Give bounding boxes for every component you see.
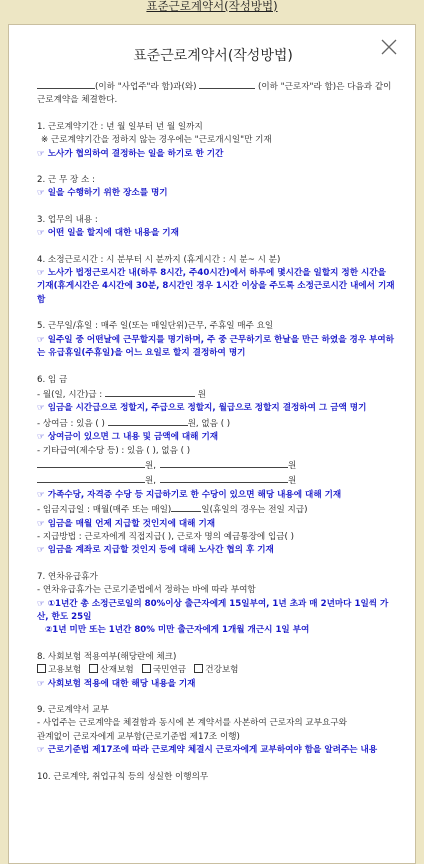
bonus-line: - 상여금 : 있음 ( ) 원, 없음 ( ) — [37, 416, 397, 431]
section-9-hint: ☞ 근로기준법 제17조에 따라 근로계약 체결시 근로자에게 교부하여야 함을 알려주는 내용 — [37, 745, 378, 756]
section-4-hint: ☞ 노사가 법정근로시간 내(하루 8시간, 주40시간)에서 하루에 몇시간을 일할지 정한 시간을 기재(휴게시간은 4시간에 30분, 8시간인 경우 1시간 이상을 주도록 소정근로시간 내에서 기재함 — [37, 268, 395, 305]
payday-hint: ☞ 임금을 매월 언제 지급할 것인지에 대해 기재 — [37, 518, 216, 529]
health-insurance-checkbox[interactable] — [194, 664, 203, 673]
payment-method-line: - 지급방법 : 근로자에게 직접지급( ), 근로자 명의 예금통장에 입금( ) — [37, 531, 294, 542]
section-8-hint: ☞ 사회보험 적용에 대한 해당 내용을 기재 — [37, 678, 196, 689]
section-7-desc: - 연차유급휴가는 근로기준법에서 정하는 바에 따라 부여함 — [37, 585, 256, 596]
employer-blank — [37, 79, 95, 89]
section-9-desc-1: - 사업주는 근로계약을 체결함과 동시에 본 계약서를 사본하여 근로자의 교부요구와 — [37, 718, 347, 729]
section-2-title: 2. 근 무 장 소 : — [37, 175, 95, 186]
national-pension-checkbox[interactable] — [142, 664, 151, 673]
section-7-hint-1: ☞ ①1년간 총 소정근로일의 80%이상 출근자에게 15일부여, 1년 초과 매 2년마다 1일씩 가산, 한도 25일 — [37, 598, 389, 622]
wage-line: - 월(일, 시간)급 : 원 — [37, 387, 397, 402]
section-9-title: 9. 근로계약서 교부 — [37, 705, 109, 716]
insurance-checkboxes: 고용보험 산재보험 국민연금 건강보험 — [37, 664, 397, 677]
section-1-note: ※ 근로계약기간을 정하지 않는 경우에는 "근로개시일"만 기재 — [41, 135, 272, 146]
page-title: 표준근로계약서(작성방법) — [146, 0, 278, 13]
section-1-title: 1. 근로계약기간 : 년 월 일부터 년 월 일까지 — [37, 121, 203, 132]
section-7-hint-2: ②1년 미만 또는 1년간 80% 미만 출근자에게 1개월 개근시 1일 부여 — [45, 625, 310, 636]
section-3-title: 3. 업무의 내용 : — [37, 214, 98, 225]
payday-line: - 임금지급일 : 매월(매주 또는 매일) 일(휴일의 경우는 전일 지급) — [37, 502, 397, 517]
document-body — [37, 79, 397, 784]
industrial-accident-checkbox[interactable] — [89, 664, 98, 673]
close-icon[interactable] — [381, 39, 397, 55]
section-3-hint: ☞ 어떤 일을 할지에 대한 내용을 기재 — [37, 228, 179, 239]
other-pay-blank-1: 원, 원 — [37, 458, 397, 473]
wage-hint: ☞ 임금을 시간급으로 정할지, 주급으로 정할지, 월급으로 정할지 결정하여 그 금액 명기 — [37, 403, 367, 414]
section-2-hint: ☞ 일을 수행하기 위한 장소를 명기 — [37, 188, 168, 199]
contract-dialog — [8, 24, 416, 864]
intro-line-2: 근로계약을 체결한다. — [37, 95, 118, 106]
employment-insurance-checkbox[interactable] — [37, 664, 46, 673]
section-6-title: 6. 임 금 — [37, 374, 68, 385]
section-8-title: 8. 사회보험 적용여부(해당란에 체크) — [37, 651, 177, 662]
section-1-hint: ☞ 노사가 협의하여 결정하는 일을 하기로 한 기간 — [37, 148, 224, 159]
section-5-hint: ☞ 일주일 중 어떤날에 근무할지를 명기하며, 주 중 근무하기로 한날을 만근 하였을 경우 부여하는 유급휴일(주휴일)을 어느 요일로 할지 결정하여 명기 — [37, 334, 395, 359]
section-9-desc-2: 관계없이 근로자에게 교부함(근로기준법 제17조 이행) — [37, 731, 240, 742]
other-pay-blank-2: 원, 원 — [37, 473, 397, 488]
section-10-title: 10. 근로계약, 취업규칙 등의 성실한 이행의무 — [37, 771, 209, 782]
section-4-title: 4. 소정근로시간 : 시 분부터 시 분까지 (휴게시간 : 시 분~ 시 분) — [37, 254, 281, 265]
document-title: 표준근로계약서(작성방법) — [133, 48, 293, 64]
section-7-title: 7. 연차유급휴가 — [37, 571, 98, 582]
intro-line-1: (이하 "사업주"라 함)과(와) (이하 "근로자"라 함)은 다음과 같이 — [37, 79, 397, 94]
allowance-hint: ☞ 가족수당, 자격증 수당 등 지급하기로 한 수당이 있으면 해당 내용에 대해 기재 — [37, 489, 342, 500]
payment-method-hint: ☞ 임금을 계좌로 지급할 것인지 등에 대해 노사간 협의 후 기재 — [37, 545, 274, 556]
section-5-title: 5. 근무일/휴일 : 매주 일(또는 매일단위)근무, 주휴일 매주 요일 — [37, 321, 274, 332]
other-pay-line: - 기타급여(제수당 등) : 있음 ( ), 없음 ( ) — [37, 445, 191, 456]
bonus-hint: ☞ 상여금이 있으면 그 내용 및 금액에 대해 기재 — [37, 432, 219, 443]
employee-blank — [199, 79, 255, 89]
